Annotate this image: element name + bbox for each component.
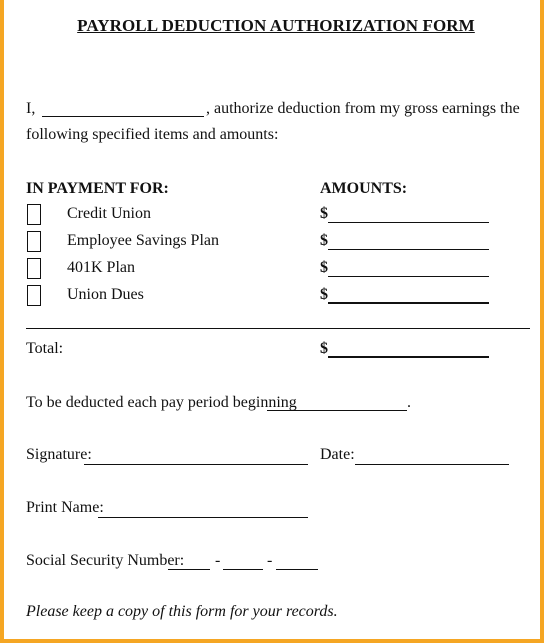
currency-symbol: $ [320, 259, 328, 276]
ssn-separator: - [267, 552, 273, 569]
intro-prefix: I, [26, 100, 36, 117]
item-label-credit-union: Credit Union [67, 205, 151, 222]
ssn-label: Social Security Number: [26, 552, 185, 569]
ssn-field-part1[interactable] [168, 569, 210, 570]
ssn-separator: - [215, 552, 221, 569]
deduction-text: To be deducted each pay period beginning [26, 394, 297, 411]
footer-note: Please keep a copy of this form for your records. [26, 603, 338, 620]
checkbox-employee-savings[interactable] [27, 231, 41, 252]
intro-suffix: , authorize deduction from my gross earnings the [206, 100, 520, 117]
item-label-401k: 401K Plan [67, 259, 135, 276]
employee-name-field[interactable] [42, 116, 204, 117]
checkbox-union-dues[interactable] [27, 285, 41, 306]
ssn-field-part3[interactable] [276, 569, 318, 570]
form-title: PAYROLL DEDUCTION AUTHORIZATION FORM [77, 16, 475, 35]
total-amount-field[interactable] [328, 356, 489, 358]
deduction-period: . [407, 394, 411, 411]
date-field[interactable] [355, 464, 509, 465]
amount-field-credit-union[interactable] [328, 222, 489, 223]
amount-field-employee-savings[interactable] [328, 249, 489, 250]
total-label: Total: [26, 340, 64, 357]
print-name-label: Print Name: [26, 499, 104, 516]
currency-symbol: $ [320, 286, 328, 303]
print-name-field[interactable] [98, 517, 308, 518]
currency-symbol: $ [320, 232, 328, 249]
amount-field-union-dues[interactable] [328, 302, 489, 304]
amount-field-401k[interactable] [328, 276, 489, 277]
item-label-union-dues: Union Dues [67, 286, 144, 303]
deduction-start-field[interactable] [267, 410, 407, 411]
amounts-header: AMOUNTS: [320, 180, 408, 197]
item-label-employee-savings: Employee Savings Plan [67, 232, 219, 249]
payment-header: IN PAYMENT FOR: [26, 180, 169, 197]
checkbox-401k[interactable] [27, 258, 41, 279]
signature-label: Signature: [26, 446, 92, 463]
checkbox-credit-union[interactable] [27, 204, 41, 225]
ssn-field-part2[interactable] [223, 569, 263, 570]
currency-symbol: $ [320, 205, 328, 222]
intro-line2: following specified items and amounts: [26, 126, 279, 143]
divider [26, 328, 530, 329]
currency-symbol: $ [320, 340, 328, 357]
date-label: Date: [320, 446, 355, 463]
signature-field[interactable] [84, 464, 308, 465]
